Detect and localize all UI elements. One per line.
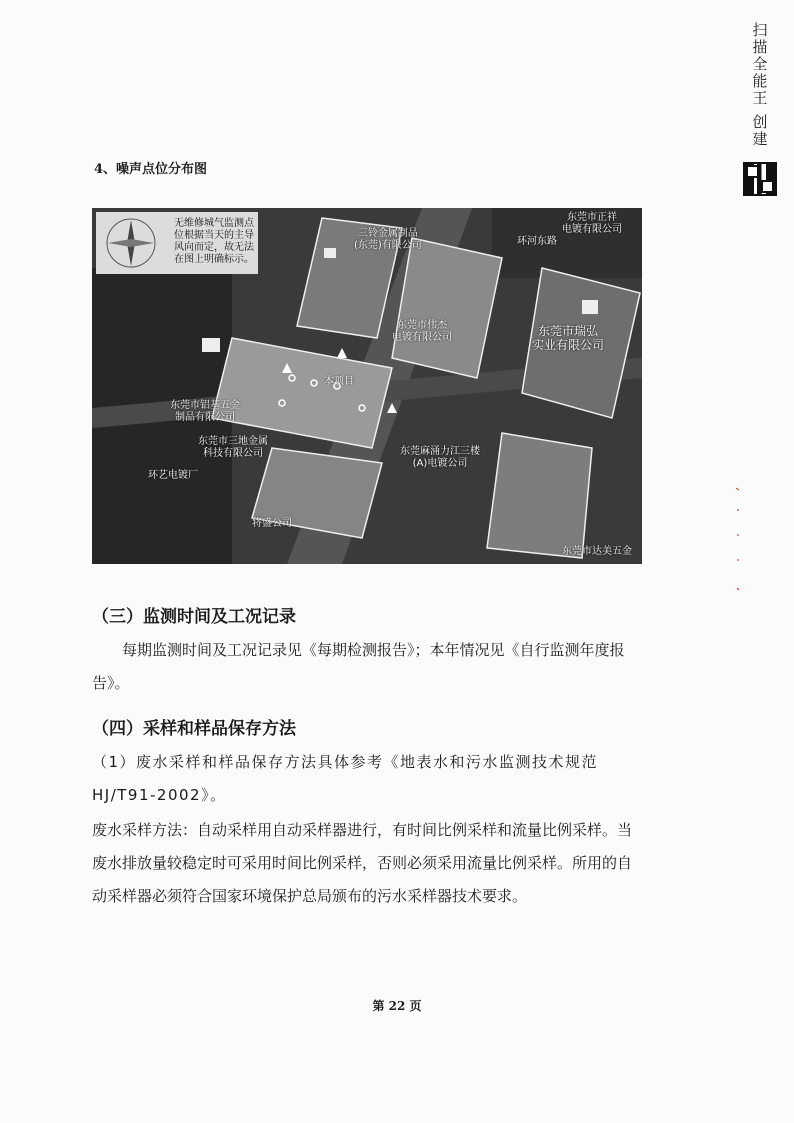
scan-edge-marks	[728, 480, 748, 600]
section-4-para-2: 废水采样方法：自动采样用自动采样器进行，有时间比例采样和流量比例采样。当废水排放量较稳定时可采用时间比例采样，否则必须采用流量比例采样。所用的自动采样器必须符合国家环境保护总局颁布的污水采样器技术要求。	[92, 821, 633, 905]
qr-code-icon	[743, 162, 777, 196]
map-label: 本项目	[324, 376, 354, 387]
noise-point-map	[92, 208, 642, 564]
map-label: 东莞市三地金属 科技有限公司	[198, 436, 268, 459]
scan-watermark	[740, 22, 780, 196]
section-3-body: 每期监测时间及工况记录见《每期检测报告》；本年情况见《自行监测年度报告》。	[92, 641, 625, 692]
map-label: 三铃金属制品 (东莞)有限公司	[354, 228, 422, 251]
page-number: 第 22 页	[372, 999, 422, 1013]
map-label: 东莞麻涌力江三楼 (A)电镀公司	[400, 446, 480, 469]
map-label: 东莞市铝基五金 制品有限公司	[170, 400, 240, 423]
noise-map-heading: 4、噪声点位分布图	[94, 162, 208, 177]
watermark-text: 扫描全能王 创建	[750, 22, 769, 148]
map-label: 环艺电镀厂	[148, 470, 198, 481]
compass-rose-icon	[96, 212, 166, 274]
map-label: 将盛公司	[252, 518, 292, 529]
map-label: 东莞市正祥 电镀有限公司	[562, 212, 622, 235]
section-3-title: （三）监测时间及工况记录	[92, 607, 296, 627]
map-note: 无维修城气监测点位根据当天的主导风向而定，故无法在图上明确标示。	[174, 218, 254, 265]
map-label: 东莞市瑞弘 实业有限公司	[532, 324, 605, 352]
legend-box	[96, 212, 258, 274]
map-label: 东莞市达美五金	[562, 546, 632, 557]
section-4-title: （四）采样和样品保存方法	[92, 719, 296, 739]
map-label: 东莞市伟杰 电镀有限公司	[392, 320, 452, 343]
section-4-para-1: （1）废水采样和样品保存方法具体参考《地表水和污水监测技术规范HJ/T91-2002》。	[92, 753, 599, 804]
map-label: 环河东路	[517, 236, 557, 247]
